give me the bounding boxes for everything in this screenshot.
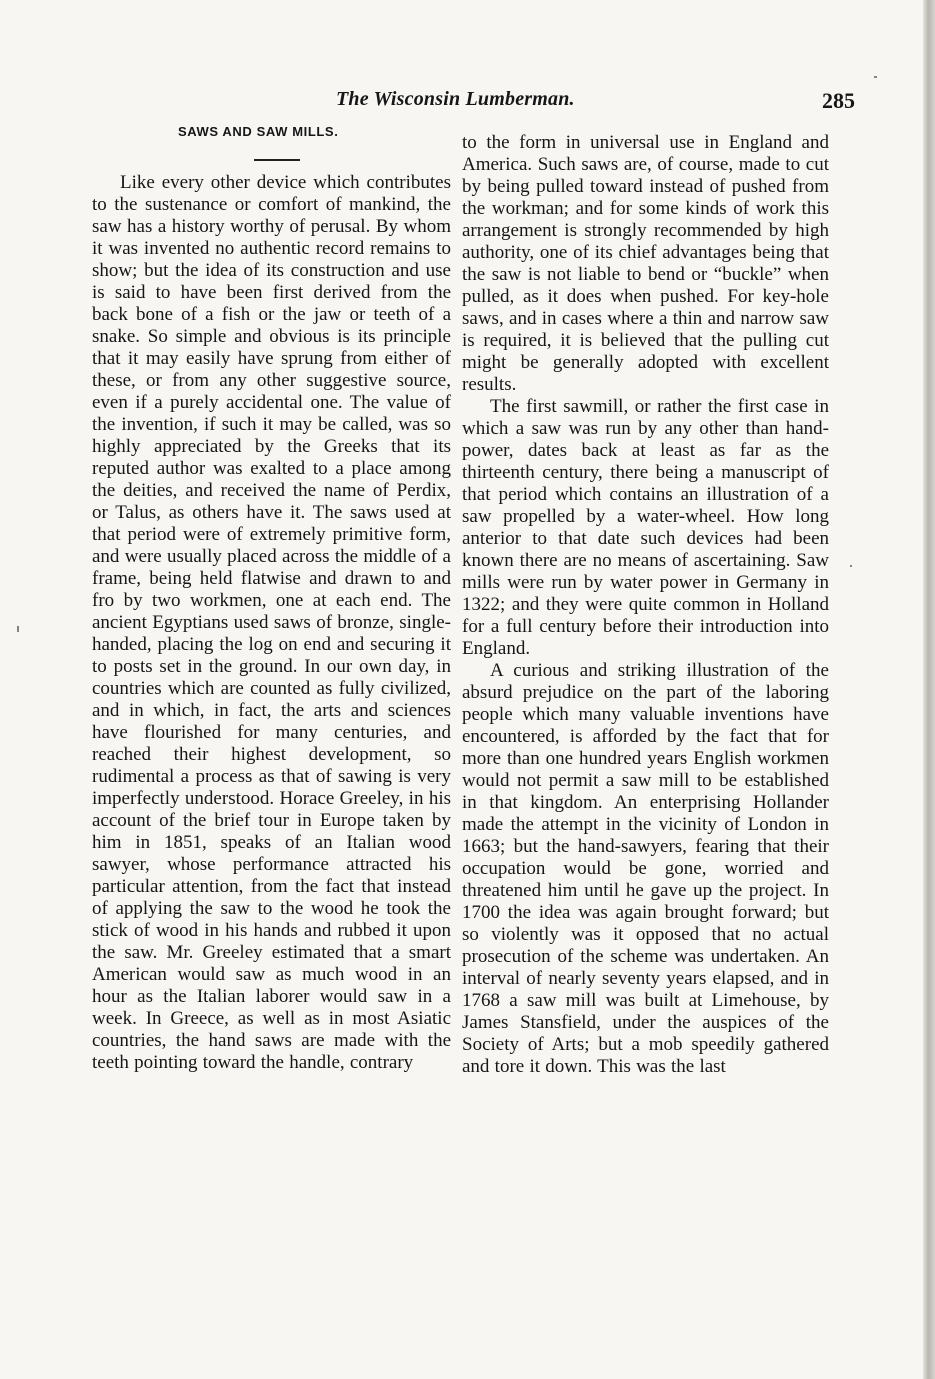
scan-speck [850,565,852,567]
scan-speck [17,626,19,632]
right-text-column [462,132,829,1078]
scan-speck [874,76,877,78]
article-paragraph: to the form in universal use in England and America. Such saws are, of course, made to cut by being pulled toward instead of pushed from the workman; and for some kinds of work this arrangement is strongly recommended by high authority, one of its chief advantages being that the saw is not liable to bend or “buckle” when pulled, as it does when pushed. For key-hole saws, and in cases where a thin and narrow saw is required, it is believed that the pulling cut might be generally adopted with excellent results. [462,132,829,395]
left-text-column [92,172,451,1074]
running-title: The Wisconsin Lumberman. [336,88,575,110]
article-heading: SAWS AND SAW MILLS. [178,124,339,139]
heading-rule [254,159,300,161]
article-paragraph: Like every other device which contributes to the sustenance or comfort of mankind, the saw has a history worthy of perusal. By whom it was invented no authentic record remains to show; but the idea of its construction and use is said to have been first derived from the back bone of a fish or the jaw or teeth of a snake. So simple and obvious is its principle that it may easily have sprung from either of these, or from any other suggestive source, even if a purely accidental one. The value of the invention, if such it may be called, was so highly appreciated by the Greeks that its reputed author was exalted to a place among the deities, and received the name of Perdix, or Talus, as others have it. The saws used at that period were of extremely primitive form, and were usually placed across the middle of a frame, being held flatwise and drawn to and fro by two workmen, one at each end. The ancient Egyptians used saws of bronze, single-handed, placing the log on end and securing it to posts set in the ground. In our own day, in countries which are counted as fully civilized, and in which, in fact, the arts and sciences have flourished for many centuries, and reached their highest development, so rudimental a process as that of sawing is very imperfectly understood. Horace Greeley, in his account of the brief tour in Europe taken by him in 1851, speaks of an Italian wood sawyer, whose performance attracted his particular attention, from the fact that instead of applying the saw to the wood he took the stick of wood in his hands and rubbed it upon the saw. Mr. Greeley estimated that a smart American would saw as much wood in an hour as the Italian laborer would saw in a week. In Greece, as well as in most Asiatic countries, the hand saws are made with the teeth pointing toward the handle, contrary [92,172,451,1073]
page-number: 285 [822,88,855,113]
article-paragraph: A curious and striking illustration of the absurd prejudice on the part of the laboring people which many valuable inventions have encountered, is afforded by the fact that for more than one hundred years English workmen would not permit a saw mill to be established in that kingdom. An enterprising Hollander made the attempt in the vicinity of London in 1663; but the hand-sawyers, fearing that their occupation would be gone, worried and threatened him until he gave up the project. In 1700 the idea was again brought forward; but so violently was it opposed that no actual prosecution of the scheme was undertaken. An interval of nearly seventy years elapsed, and in 1768 a saw mill was built at Limehouse, by James Stansfield, under the auspices of the Society of Arts; but a mob speedily gathered and tore it down. This was the last [462,660,829,1077]
article-paragraph: The first sawmill, or rather the first case in which a saw was run by any other than hand-power, dates back at least as far as the thirteenth century, there being a manuscript of that period which contains an illustration of a saw propelled by a water-wheel. How long anterior to that date such devices had been known there are no means of ascertaining. Saw mills were run by water power in Germany in 1322; and they were quite common in Holland for a full century before their introduction into England. [462,396,829,659]
page-edge-shadow [923,0,935,1379]
